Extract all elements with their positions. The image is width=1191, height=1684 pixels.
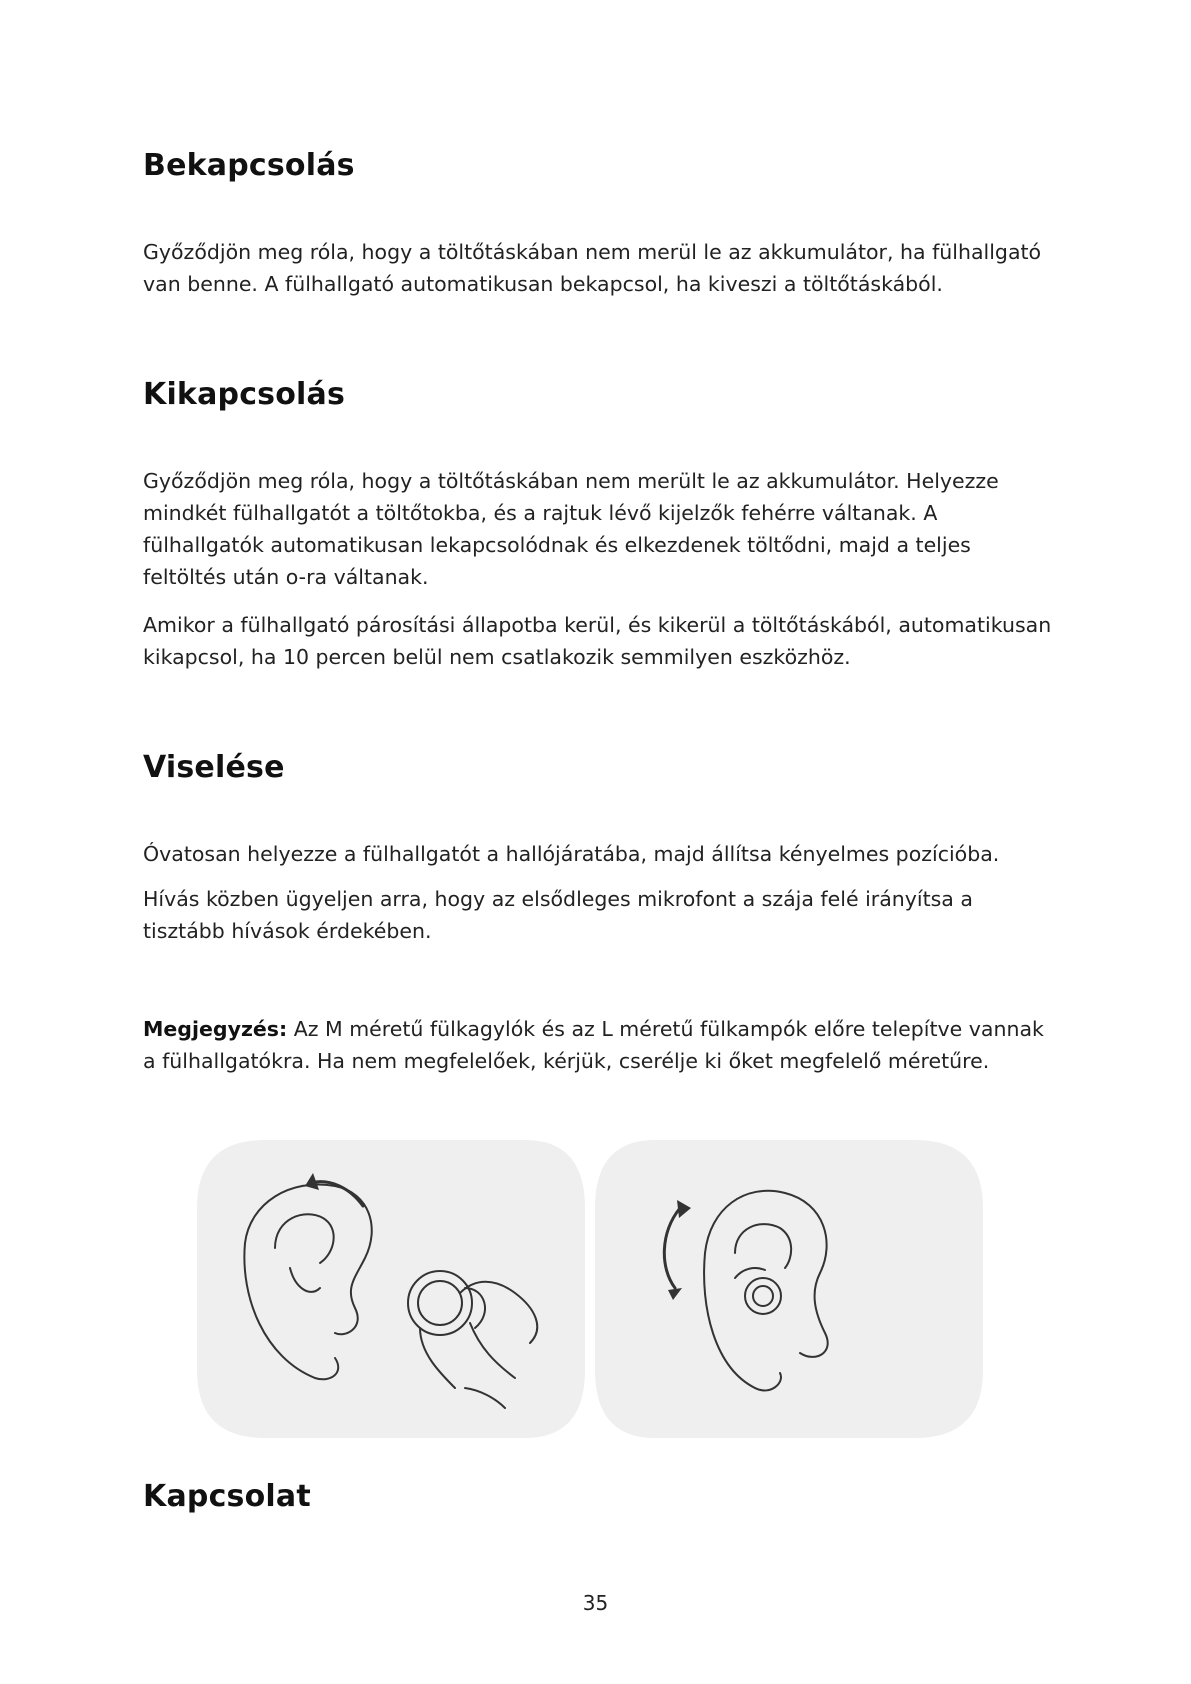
note-label: Megjegyzés:: [143, 1017, 288, 1041]
heading-power-on: Bekapcsolás: [143, 148, 355, 183]
power-off-paragraph-1: Győződjön meg róla, hogy a töltőtáskában nem merült le az akkumulátor. Helyezze mindkét fülhallgatót a töltőtokba, és a rajtuk lévő kijelzők fehérre váltanak. A fülhallgatók automatikusan lekapcsolódnak és elkezdenek töltődni, majd a teljes feltöltés után o-ra váltanak.: [143, 469, 999, 589]
insert-earbud-panel: [197, 1140, 585, 1438]
heading-connection: Kapcsolat: [143, 1479, 311, 1514]
wearing-note: [143, 1013, 1053, 1077]
adjust-earbud-panel: [595, 1140, 983, 1438]
note-text: Az M méretű fülkagylók és az L méretű fülkampók előre telepítve vannak a fülhallgatókra. Ha nem megfelelőek, kérjük, cserélje ki őket megfelelő méretűre.: [143, 1017, 1044, 1073]
wearing-paragraph-1: Óvatosan helyezze a fülhallgatót a hallójáratába, majd állítsa kényelmes pozícióba.: [143, 842, 1000, 866]
power-on-paragraph: Győződjön meg róla, hogy a töltőtáskában nem merül le az akkumulátor, ha fülhallgató van benne. A fülhallgató automatikusan bekapcsol, ha kiveszi a töltőtáskából.: [143, 240, 1042, 296]
wearing-paragraph-2: Hívás közben ügyeljen arra, hogy az elsődleges mikrofont a szája felé irányítsa a tisztább hívások érdekében.: [143, 887, 973, 943]
earbud-wearing-illustration: [195, 1138, 985, 1440]
heading-wearing: Viselése: [143, 750, 285, 785]
heading-power-off: Kikapcsolás: [143, 377, 346, 412]
page-number: 35: [582, 1591, 609, 1615]
power-off-paragraph-2: Amikor a fülhallgató párosítási állapotba kerül, és kikerül a töltőtáskából, automatikusan kikapcsol, ha 10 percen belül nem csatlakozik semmilyen eszközhöz.: [143, 613, 1052, 669]
